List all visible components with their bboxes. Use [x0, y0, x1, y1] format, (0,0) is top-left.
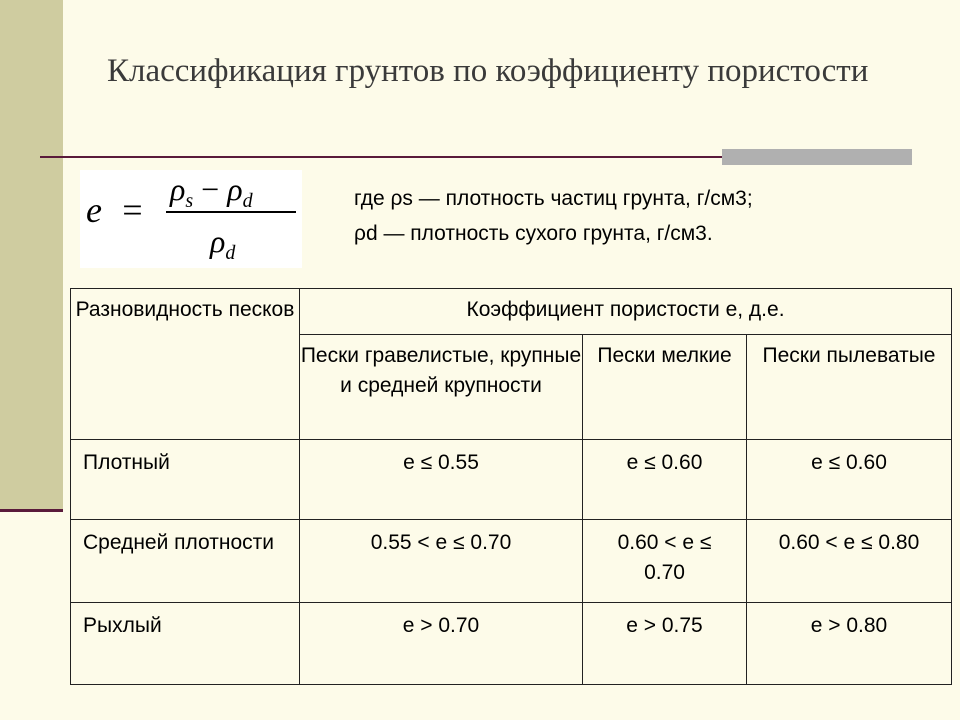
formula-denominator: $\rho_d$	[210, 223, 236, 264]
subheader-silty: Пески пылеватые	[747, 335, 952, 440]
formula-legend	[354, 181, 753, 251]
side-decoration-bar	[0, 0, 63, 512]
formula-lhs: e	[86, 190, 102, 230]
row-label: Плотный	[71, 440, 300, 520]
cell-value: е > 0.75	[583, 603, 747, 685]
row-label: Рыхлый	[71, 603, 300, 685]
porosity-formula	[80, 170, 302, 268]
cell-value: е ≤ 0.60	[583, 440, 747, 520]
subheader-gravelly: Пески гравелистые, крупные и средней крупности	[300, 335, 583, 440]
side-decoration-rule	[0, 509, 63, 512]
header-variety: Разновидность песков	[71, 289, 300, 440]
header-coefficient: Коэффициент пористости е, д.е.	[300, 289, 952, 335]
cell-value: 0.60 < е ≤ 0.80	[747, 520, 952, 603]
legend-line-rho-s: где ρs — плотность частиц грунта, г/см3;	[354, 187, 753, 210]
table-row	[71, 440, 952, 520]
table-row	[71, 520, 952, 603]
cell-value: 0.55 < е ≤ 0.70	[300, 520, 583, 603]
cell-value: е ≤ 0.55	[300, 440, 583, 520]
formula-numerator: $\rho_s - \rho_d$	[170, 171, 253, 212]
classification-table	[70, 288, 952, 685]
formula-equals: =	[120, 190, 145, 230]
legend-line-rho-d: ρd — плотность сухого грунта, г/см3.	[354, 222, 713, 245]
cell-value: 0.60 < е ≤ 0.70	[583, 520, 747, 603]
cell-value: е ≤ 0.60	[747, 440, 952, 520]
table-row	[71, 603, 952, 685]
subheader-fine: Пески мелкие	[583, 335, 747, 440]
title-divider-accent	[722, 149, 912, 165]
cell-value: е > 0.80	[747, 603, 952, 685]
cell-value: е > 0.70	[300, 603, 583, 685]
slide-title: Классификация грунтов по коэффициенту пористости	[107, 53, 869, 89]
row-label: Средней плотности	[71, 520, 300, 603]
